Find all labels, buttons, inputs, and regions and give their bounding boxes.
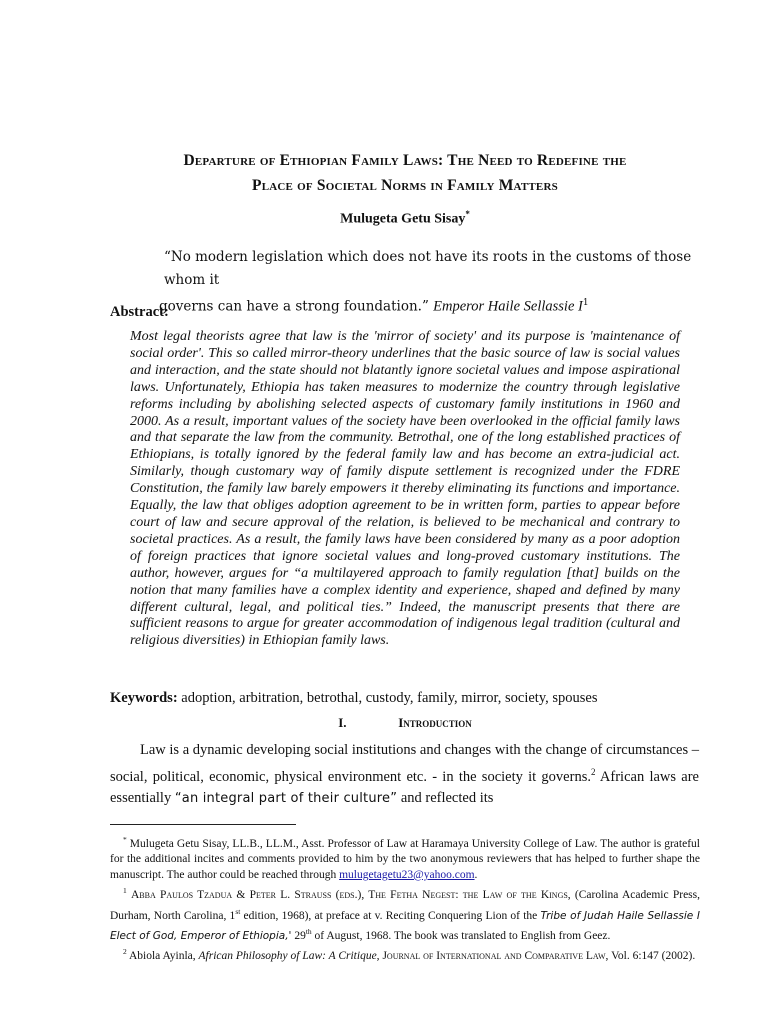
footnote-1-text-2: edition, 1968), at preface at v. Reciting Conquering Lion of the [240, 909, 541, 922]
section-number: I. [338, 715, 347, 730]
abstract-heading: Abstract: [110, 304, 169, 320]
paper-title [110, 148, 700, 198]
abstract-body: Most legal theorists agree that law is the 'mirror of society' and its purpose is 'maintenance of social order'. This so called mirror-theory underlines that the basic source of law is social values and interaction, and the state should not blatantly ignore societal values and impose aspirational laws. Unfortunately, Ethiopia has taken measures to modernize the country through legislative reforms including by abolishing selected aspects of customary family institutions in 1960 and 2000. As a result, important values of the society have been overlooked in the official family laws and that separate the law from the community. Betrothal, one of the long established practices of Ethiopians, is totally ignored by the federal family law and has become an extra-judicial act. Similarly, though customary way of family dispute settlement is recognized under the FDRE Constitution, the family law barely empowers it thereby eliminating its functions and importance. Equally, the law that obliges adoption agreement to be in written form, parties to appear before court of law and secure approval of the relation, is believed to be mechanical and contrary to societal practices. As a result, the family laws have been considered by many as a poor adoption of foreign practices that ignore societal values and long-proved customary institutions. The author, however, argues for “a multilayered approach to family regulation [that] builds on the notion that many families have a complex identity and experience, shaped and defined by many different cultural, legal, and political ties.” Indeed, the manuscript presents that there are sufficient reasons to argue for greater accommodation of indigenous legal tradition (cultural and religious diversities) in Ethiopian family laws. [130, 329, 680, 649]
footnote-marker-1: 1 [123, 886, 127, 896]
footnote-1 [110, 883, 700, 944]
intro-text-3: and reflected its [397, 789, 494, 806]
footnote-1-source: Abba Paulos Tzadua & Peter L. Strauss (eds.), The Fetha Negest: the Law of the Kings, [131, 889, 571, 902]
footnote-1-ordinal: st [235, 906, 241, 916]
epigraph-quote-end: governs can have a strong foundation.” [159, 298, 429, 315]
body-paragraph [110, 740, 699, 809]
footnote-1-text-4: of August, 1968. The book was translated to English from Geez. [311, 929, 611, 942]
author-name: Mulugeta Getu Sisay [340, 211, 466, 227]
footnote-2-journal: Journal of International and Comparative Law, [379, 950, 609, 963]
footnote-2-text-1: Abiola Ayinla, [126, 950, 199, 963]
intro-quote: “an integral part of their culture” [174, 790, 398, 806]
epigraph-footnote-ref: 1 [582, 298, 589, 308]
footnote-1-text-3: 29 [291, 929, 306, 942]
epigraph-line-2 [159, 292, 699, 319]
intro-footnote-ref: 2 [590, 766, 596, 777]
footnote-author [110, 832, 700, 883]
epigraph-line-1: “No modern legislation which does not have its roots in the customs of those whom it [164, 249, 692, 288]
footnote-2 [110, 944, 700, 964]
epigraph-attribution: Emperor Haile Sellassie I [433, 298, 583, 315]
footnote-2-text-2: Vol. 6:147 (2002). [608, 950, 696, 963]
title-line-1: Departure of Ethiopian Family Laws: The Need to Redefine the [183, 152, 627, 169]
keywords-line [110, 690, 710, 707]
footnotes [110, 832, 700, 965]
section-title: Introduction [398, 715, 472, 730]
author-line [110, 209, 700, 228]
epigraph [159, 246, 699, 319]
keywords-label: Keywords: [110, 690, 178, 706]
footnote-2-title: African Philosophy of Law: A Critique, [198, 950, 380, 963]
intro-text-1: Law is a dynamic developing social institutions and changes with the change of circumstances – social, political, economic, physical environment etc. - in the society it governs. [110, 742, 699, 785]
section-heading [110, 715, 700, 731]
footnote-marker-2: 2 [123, 947, 127, 957]
footnote-1-text-1: (Carolina Academic Press, Durham, North Carolina, 1 [110, 889, 700, 922]
intro-text-2: African laws are essentially [110, 768, 699, 806]
keywords-list: adoption, arbitration, betrothal, custody, family, mirror, society, spouses [181, 690, 598, 706]
title-line-2: Place of Societal Norms in Family Matters [252, 177, 558, 194]
footnote-author-end: . [474, 868, 478, 881]
footnote-author-text: Mulugeta Getu Sisay, LL.B., LL.M., Asst. Professor of Law at Haramaya University College of Law. The author is grateful for the additional incites and comments provided to him by the two anonymous reviewers that has helped to further shape the manuscript. The author could be reached through [110, 837, 700, 881]
intro-paragraph [110, 740, 699, 809]
footnote-separator [110, 824, 296, 825]
author-email-link[interactable]: mulugetagetu23@yahoo.com [339, 868, 475, 881]
footnote-marker-star: * [123, 835, 127, 844]
author-footnote-marker: * [465, 209, 470, 219]
footnote-1-quote: Tribe of Judah Haile Sellassie I Elect of God, Emperor of Ethiopia,' [110, 909, 700, 942]
footnote-1-date-suffix: th [305, 926, 312, 936]
